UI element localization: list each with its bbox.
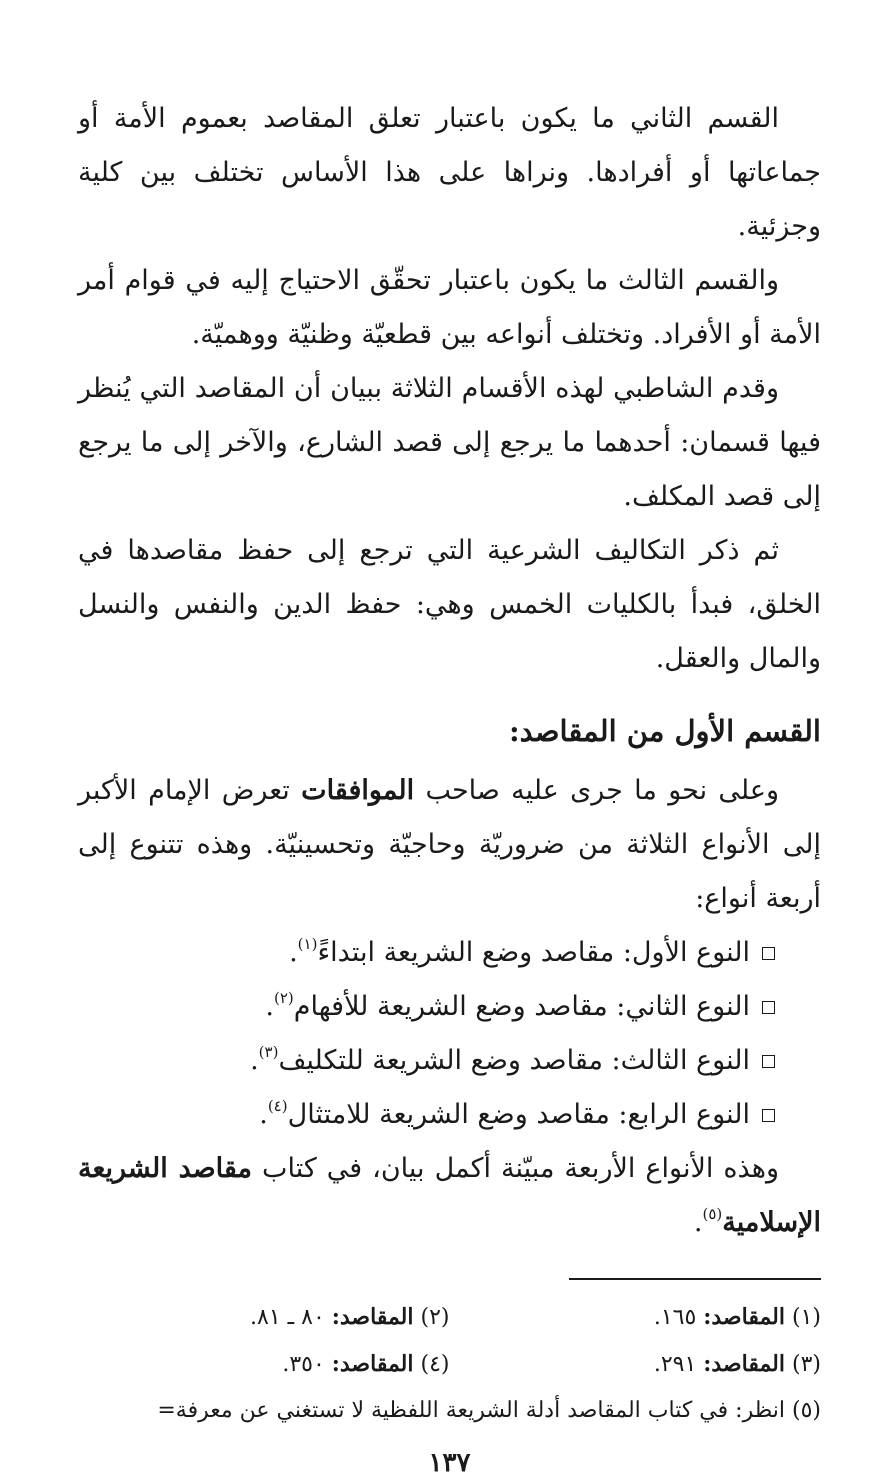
intro-text-after: تعرض الإمام الأكبر إلى الأنواع الثلاثة من ضروريّة وحاجيّة وتحسينيّة. وهذه تتنوع إلى أربعة أنواع:: [78, 775, 821, 914]
intro-text-before: وعلى نحو ما جرى عليه صاحب: [425, 775, 779, 806]
footnote-ref[interactable]: (٥): [702, 1205, 723, 1223]
paragraph-five-universals: ثم ذكر التكاليف الشرعية التي ترجع إلى حفظ مقاصدها في الخلق، فبدأ بالكليات الخمس وهي: حفظ الدين والنفس والنسل والمال والعقل.: [78, 535, 821, 674]
type-label: النوع الرابع: مقاصد وضع الشريعة للامتثال$^{(٤)}$.: [259, 1097, 750, 1130]
list-item: [78, 980, 775, 1034]
footnote-5: (٥) انظر: في كتاب المقاصد أدلة الشريعة اللفظية لا تستغني عن معرفة=: [157, 1398, 821, 1423]
closing-book-title: مقاصد الشريعة الإسلامية: [78, 1153, 821, 1238]
footnote-ref[interactable]: (٣): [258, 1043, 279, 1061]
paragraph-shatibi-intro: وقدم الشاطبي لهذه الأقسام الثلاثة ببيان أن المقاصد التي يُنظر فيها قسمان: أحدهما ما يرجع إلى قصد الشارع، والآخر إلى ما يرجع إلى قصد المكلف.: [78, 373, 821, 512]
intro-book-title: الموافقات: [301, 775, 415, 806]
type-label: النوع الثالث: مقاصد وضع الشريعة للتكليف$^{(٣)}$.: [250, 1043, 750, 1076]
footnote-ref[interactable]: (٤): [267, 1097, 288, 1115]
footnote-4: (٤) المقاصد: ٣٥٠.: [282, 1351, 450, 1377]
paragraph-second-division: القسم الثاني ما يكون باعتبار تعلق المقاصد بعموم الأمة أو جماعاتها أو أفرادها. ونراها على هذا الأساس تختلف بين كلية وجزئية.: [78, 103, 821, 242]
page-number: ١٣٧: [428, 1448, 471, 1478]
square-bullet-icon: [762, 1055, 775, 1068]
paragraph-four-types-intro: [78, 764, 821, 926]
footnote-2: (٢) المقاصد: ٨٠ ـ ٨١.: [250, 1304, 450, 1330]
footnote-divider: [569, 1278, 821, 1280]
types-list: [78, 926, 821, 1142]
section-heading: القسم الأول من المقاصد:: [508, 714, 821, 748]
square-bullet-icon: [762, 947, 775, 960]
paragraph-closing: وهذه الأنواع الأربعة مبيّنة أكمل بيان، في كتاب مقاصد الشريعة الإسلامية$^{(٥)}$.: [78, 1153, 821, 1238]
square-bullet-icon: [762, 1109, 775, 1122]
footnote-ref[interactable]: (٢): [274, 989, 294, 1007]
type-label: النوع الثاني: مقاصد وضع الشريعة للأفهام$^{(٢)}$.: [265, 989, 750, 1022]
footnote-ref[interactable]: (١): [297, 935, 318, 953]
paragraph-third-division: والقسم الثالث ما يكون باعتبار تحقّق الاحتياج إليه في قوام أمر الأمة أو الأفراد. وتختلف أنواعه بين قطعيّة وظنيّة ووهميّة.: [78, 265, 821, 350]
footnote-1: (١) المقاصد: ١٦٥.: [653, 1304, 821, 1330]
list-item: [78, 926, 775, 980]
footnote-row: [78, 1294, 821, 1341]
list-item: [78, 1034, 775, 1088]
footnote-3: (٣) المقاصد: ٢٩١.: [653, 1351, 821, 1377]
square-bullet-icon: [762, 1001, 775, 1014]
list-item: [78, 1088, 775, 1142]
footnote-row: [78, 1341, 821, 1388]
closing-text: وهذه الأنواع الأربعة مبيّنة أكمل بيان، في كتاب: [262, 1153, 779, 1184]
type-label: النوع الأول: مقاصد وضع الشريعة ابتداءً$^{(١)}$.: [289, 935, 750, 968]
book-page: [78, 92, 821, 1478]
